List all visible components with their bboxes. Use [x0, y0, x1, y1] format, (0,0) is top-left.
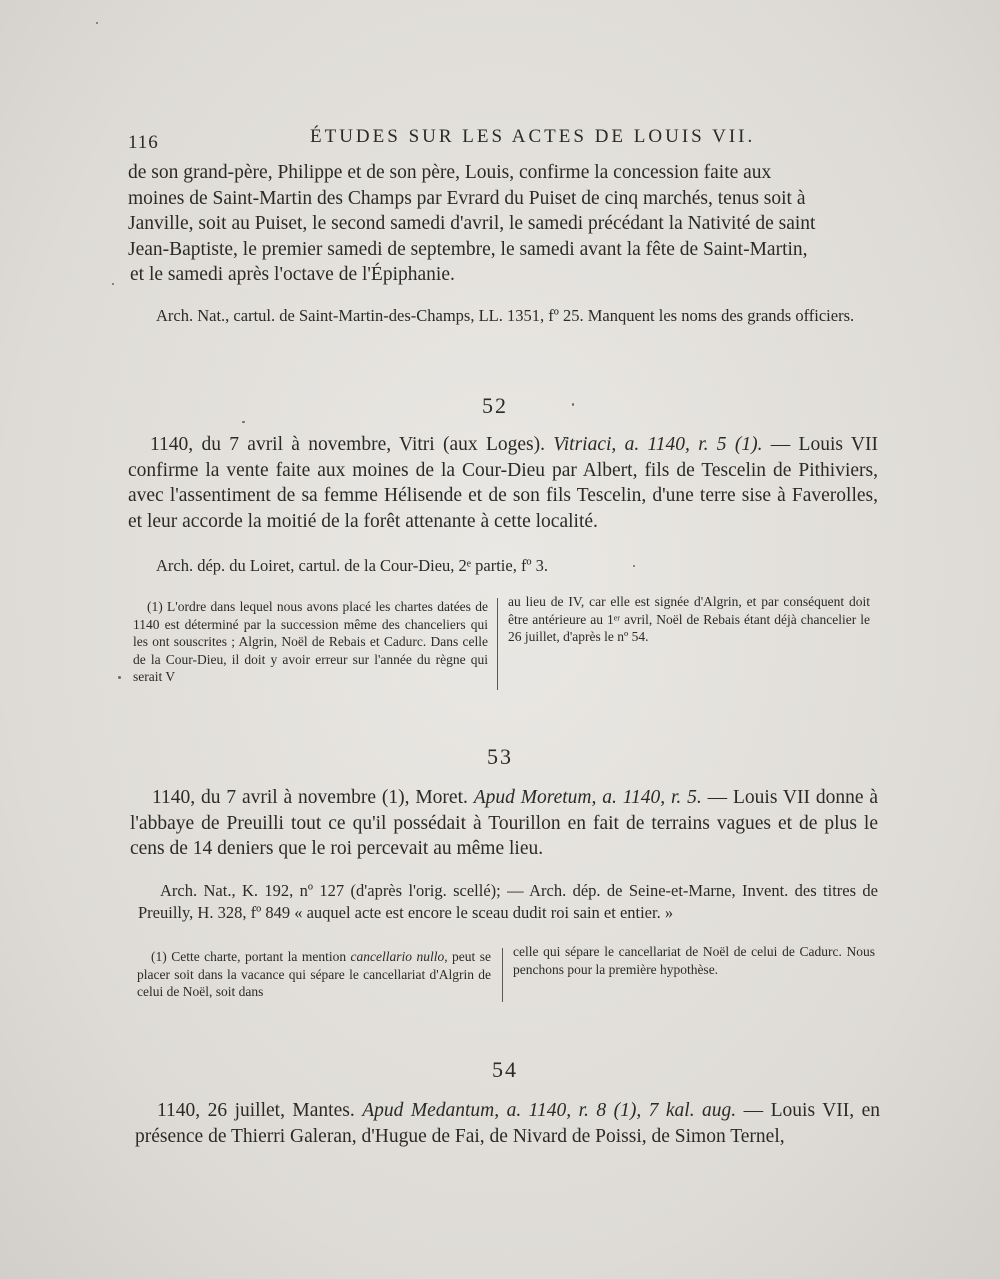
- entry-53-citation: [138, 880, 878, 924]
- entry-52-citation: [156, 555, 856, 577]
- paper-speck: [572, 403, 574, 406]
- continuation-line: de son grand-père, Philippe et de son père, Louis, confirme la concession faite aux: [128, 162, 772, 183]
- footnote-text: [137, 948, 491, 1001]
- citation-text: Arch. dép. du Loiret, cartul. de la Cour-Dieu, 2ᵉ partie, fº 3.: [156, 556, 549, 575]
- paper-speck: [96, 22, 98, 24]
- entry-52-text: [128, 432, 878, 534]
- entry-53-text: [130, 785, 878, 862]
- entry-54-summary: — Louis VII, en présence de Thierri Galeran, d'Hugue de Fai, de Nivard de Poissi, de Simon Ternel,: [135, 1100, 880, 1147]
- footnote-text: celle qui sépare le cancellariat de Noël de celui de Cadurc. Nous penchons pour la première hypothèse.: [513, 944, 875, 977]
- page-number: 116: [128, 132, 159, 153]
- citation-text: Arch. Nat., K. 192, nº 127 (d'après l'orig. scellé); — Arch. dép. de Seine-et-Marne, Invent. des titres de Preuilly, H. 328, fº 849 « auquel acte est encore le sceau dudit roi sain et entier. »: [138, 881, 878, 922]
- continuation-text: [128, 160, 878, 288]
- footnote-text: (1) L'ordre dans lequel nous avons placé les chartes datées de 1140 est déterminé par la succession même des chanceliers qui les ont souscrites ; Algrin, Noël de Rebais et Cadurc. Dans celle de la Cour-Dieu, il doit y avoir erreur sur l'année du règne qui serait V: [133, 599, 488, 684]
- entry-54-text: [135, 1098, 880, 1149]
- paper-speck: [112, 283, 114, 285]
- entry-number-54: 54: [492, 1057, 518, 1082]
- entry-52-paragraph: [128, 432, 878, 534]
- paper-speck: [118, 676, 121, 679]
- citation-text: Arch. Nat., cartul. de Saint-Martin-des-Champs, LL. 1351, fº 25. Manquent les noms des grands officiers.: [156, 306, 855, 325]
- entry-52-footnote-right: [508, 593, 870, 646]
- footnote-italic: cancellario nullo: [350, 949, 445, 964]
- running-title: ÉTUDES SUR LES ACTES DE LOUIS VII.: [310, 126, 756, 147]
- entry-number-53: 53: [487, 744, 513, 769]
- entry-53-paragraph: [130, 785, 878, 862]
- entry-53-footnote-right: [513, 943, 875, 978]
- continuation-citation: [132, 305, 870, 327]
- paper-speck: [633, 565, 635, 567]
- entry-54-formula: Apud Medantum, a. 1140, r. 8 (1), 7 kal. aug.: [362, 1100, 737, 1121]
- entry-54-date-place: 1140, 26 juillet, Mantes.: [157, 1100, 363, 1121]
- continuation-line: et le samedi après l'octave de l'Épiphanie.: [130, 264, 455, 285]
- continuation-line: Janville, soit au Puiset, le second samedi d'avril, le samedi précédant la Nativité de saint: [128, 213, 816, 234]
- entry-54-paragraph: [135, 1098, 880, 1149]
- entry-52-summary: — Louis VII confirme la vente faite aux moines de la Cour-Dieu par Albert, fils de Tescelin de Pithiviers, avec l'assentiment de sa femme Hélisende et de son fils Tescelin, d'une terre sise à Faverolles, et leur accorde la moitié de la forêt attenante à cette localité.: [128, 434, 878, 532]
- entry-53-date-place: 1140, du 7 avril à novembre (1), Moret.: [152, 787, 474, 808]
- continuation-line: moines de Saint-Martin des Champs par Evrard du Puiset de cinq marchés, tenus soit à: [128, 187, 806, 209]
- entry-53-footnote-left: [137, 948, 491, 1001]
- entry-number-52: 52: [482, 393, 508, 418]
- paper-speck: [242, 421, 245, 423]
- entry-53-summary: — Louis VII donne à l'abbaye de Preuilli tout ce qu'il possédait à Tourillon en fait de terrains vagues et de plus le cens de 14 deniers que le roi percevait au même lieu.: [130, 787, 878, 859]
- entry-53-formula: Apud Moretum, a. 1140, r. 5.: [473, 787, 702, 808]
- footnote-segment: (1) Cette charte, portant la mention: [151, 949, 351, 964]
- footnote-segment: , peut se placer soit dans la vacance qui sépare le cancellariat d'Algrin de celui de Noël, soit dans: [137, 949, 491, 999]
- entry-52-footnote-left: [133, 598, 488, 686]
- footnote-text: au lieu de IV, car elle est signée d'Algrin, et par conséquent doit être antérieure au 1ᵉʳ avril, Noël de Rebais étant déjà chancelier le 26 juillet, d'après le nº 54.: [508, 594, 870, 644]
- footnote-divider: [502, 948, 503, 1002]
- entry-52-date-place: 1140, du 7 avril à novembre, Vitri (aux Loges).: [150, 434, 554, 455]
- entry-52-formula: Vitriaci, a. 1140, r. 5 (1).: [553, 434, 763, 455]
- continuation-line: Jean-Baptiste, le premier samedi de septembre, le samedi avant la fête de Saint-Martin,: [128, 238, 808, 260]
- footnote-divider: [497, 598, 498, 690]
